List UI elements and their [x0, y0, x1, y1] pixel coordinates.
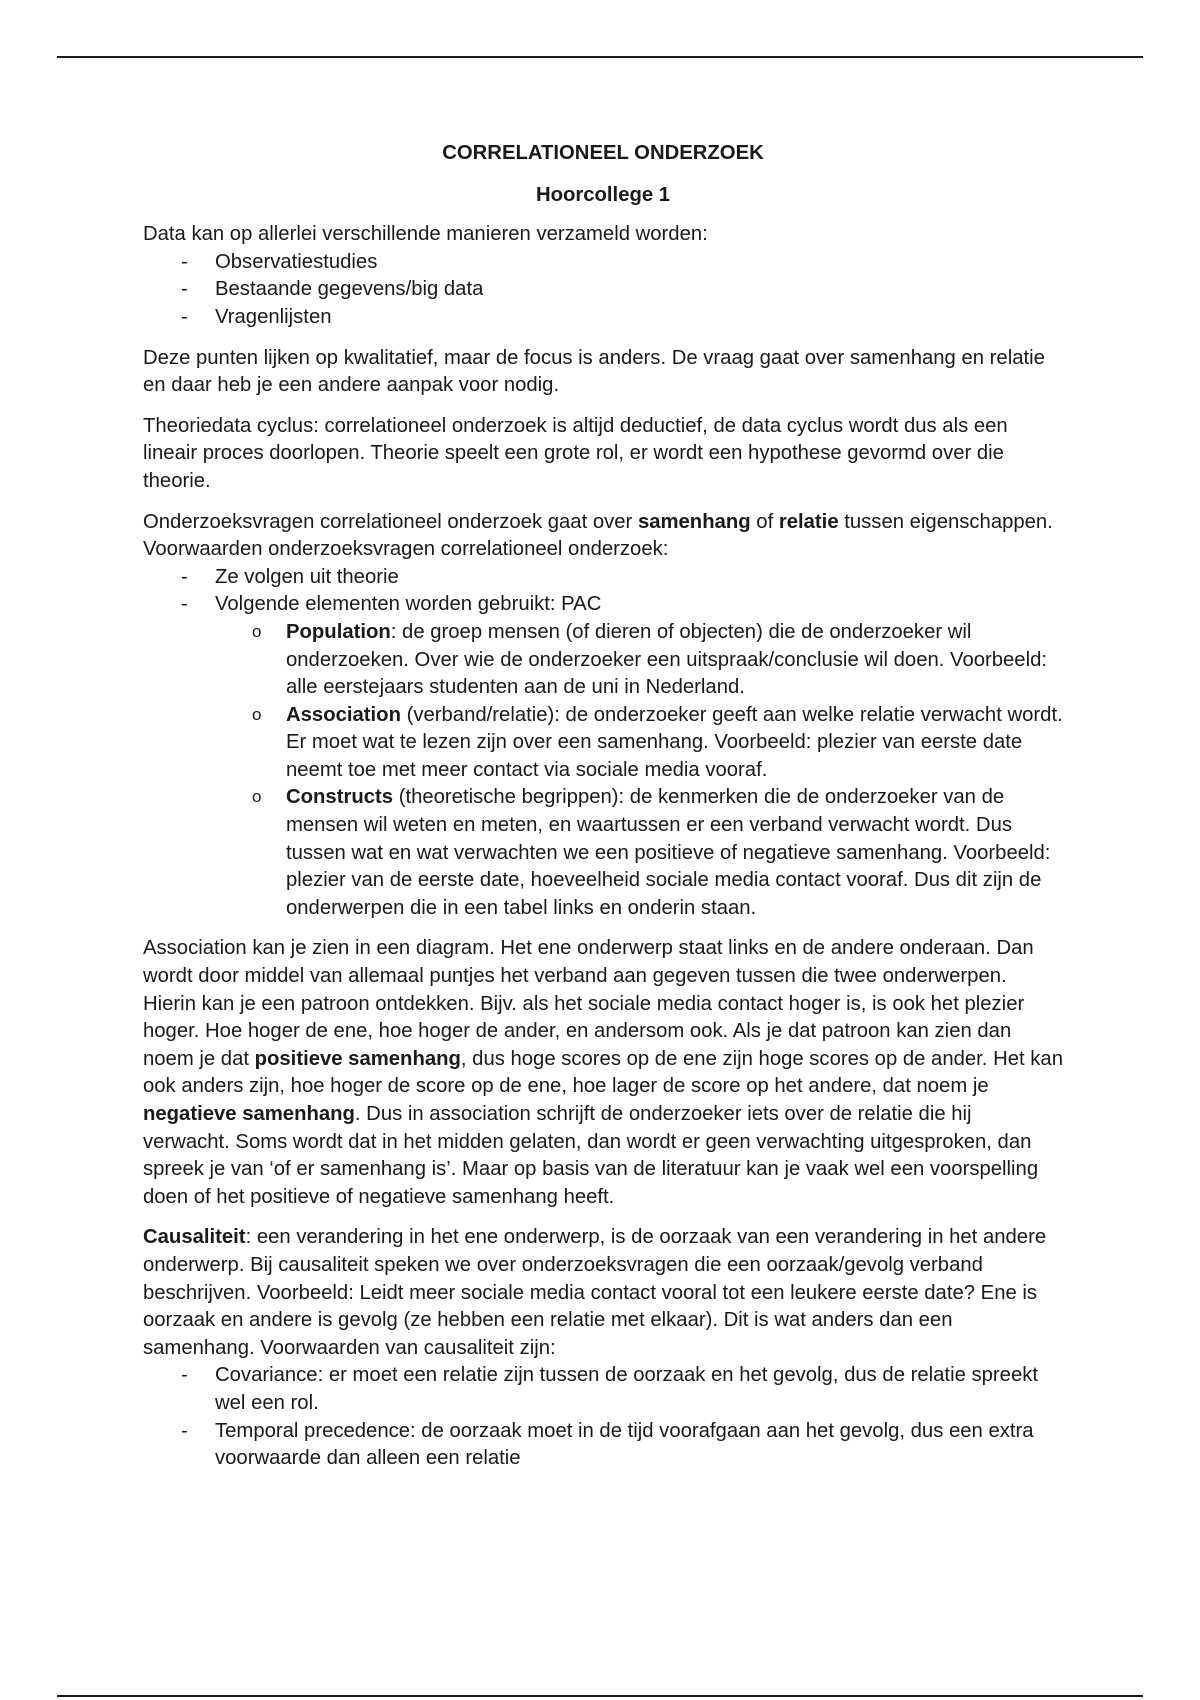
text-run: Onderzoeksvragen correlationeel onderzoek gaat over — [143, 510, 638, 533]
intro-paragraph: Data kan op allerlei verschillende manieren verzameld worden: — [143, 223, 708, 246]
list-item: - Temporal precedence: de oorzaak moet in de tijd voorafgaan aan het gevolg, dus een extra voorwaarde dan alleen een relatie — [143, 1418, 1063, 1473]
list-item: - Vragenlijsten — [143, 304, 1063, 332]
paragraph-association — [143, 935, 1063, 1211]
pac-item-constructs — [143, 784, 1063, 922]
voorwaarden-list — [143, 564, 1063, 923]
document-title: CORRELATIONEEL ONDERZOEK — [442, 142, 764, 164]
pac-description: (verband/relatie): de onderzoeker geeft aan welke relatie verwacht wordt. Er moet wat te lezen zijn over een samenhang. Voorbeeld: plezier van eerste date neemt toe met meer contact via sociale media vooraf. — [286, 703, 1063, 781]
list-item: - Bestaande gegevens/big data — [143, 276, 1063, 304]
paragraph-focus: Deze punten lijken op kwalitatief, maar de focus is anders. De vraag gaat over samenhang en relatie en daar heb je een andere aanpak voor nodig. — [143, 346, 1045, 397]
pac-item-association — [143, 702, 1063, 785]
document-subtitle: Hoorcollege 1 — [535, 183, 671, 206]
list-item — [143, 591, 1063, 922]
text-run: Association kan je zien in een diagram. Het ene onderwerp staat links en de andere onderaan. Dan wordt door middel van allemaal puntjes het verband aan gegeven tussen die twee onderwerpen. Hierin kan je een patroon ontdekken. Bijv. als het sociale media contact hoger is, is ook het plezier hoger. Hoe hoger de ene, hoe hoger de ander, en andersom ook. Als je dat patroon kan zien dan noem je dat — [143, 937, 1034, 1070]
bold-term: Causaliteit — [143, 1226, 246, 1249]
list-item: - Covariance: er moet een relatie zijn tussen de oorzaak en het gevolg, dus de relatie spreekt wel een rol. — [143, 1362, 1063, 1417]
list-item-label: Volgende elementen worden gebruikt: PAC — [215, 593, 602, 616]
bold-term: Association — [286, 703, 401, 726]
pac-description: : de groep mensen (of dieren of objecten) die de onderzoeker wil onderzoeken. Over wie de onderzoeker een uitspraak/conclusie wil doen. Voorbeeld: alle eerstejaars studenten aan de uni in Nederland. — [286, 620, 1048, 699]
text-run: , dus hoge scores op de ene zijn hoge scores op de ander. Het kan ook anders zijn, hoe hoger de score op de ene, hoe lager de score op het andere, dat noem je — [143, 1047, 1063, 1098]
pac-list — [215, 619, 1063, 923]
text-run: of — [750, 510, 779, 533]
bold-term: samenhang — [637, 510, 751, 533]
bold-term: Constructs — [286, 786, 394, 809]
causaliteit-list — [143, 1362, 1063, 1472]
data-methods-list — [143, 249, 1063, 332]
list-item: - Ze volgen uit theorie — [143, 564, 1063, 592]
bold-term: positieve samenhang — [254, 1047, 461, 1070]
text-run: tussen eigenschappen. Voorwaarden onderzoeksvragen correlationeel onderzoek: — [143, 510, 1053, 561]
paragraph-causaliteit — [143, 1224, 1063, 1362]
paragraph-onderzoeksvragen — [143, 509, 1063, 564]
bold-term: negatieve samenhang — [143, 1103, 355, 1125]
text-run: : een verandering in het ene onderwerp, is de oorzaak van een verandering in het andere onderwerp. Bij causaliteit speken we over onderzoeksvragen die een oorzaak/gevolg verband beschrijven. Voorbeeld: Leidt meer sociale media contact vooral tot een leukere eerste date? Ene is oorzaak en andere is gevolg (ze hebben een relatie met elkaar). Dit is wat anders dan een samenhang. Voorwaarden van causaliteit zijn: — [143, 1226, 1047, 1359]
bold-term: Population — [286, 620, 391, 643]
paragraph-theoriedata: Theoriedata cyclus: correlationeel onderzoek is altijd deductief, de data cyclus wordt dus als een lineair proces doorlopen. Theorie speelt een grote rol, er wordt een hypothese gevormd over die theorie. — [143, 414, 1008, 492]
text-run: . Dus in association schrijft de onderzoeker iets over de relatie die hij verwacht. Soms wordt dat in het midden gelaten, dan wordt er geen verwachting uitgesproken, dan spreek je van ‘of er samenhang is’. Maar op basis van de literatuur kan je vaak wel een voorspelling doen of het positieve of negatieve samenhang heeft. — [143, 1103, 1039, 1208]
bottom-rule — [57, 1695, 1143, 1697]
pac-item-population — [143, 619, 1063, 702]
document-page — [143, 140, 1063, 1486]
top-rule — [57, 56, 1143, 58]
bold-term: relatie — [778, 510, 839, 533]
pac-description: (theoretische begrippen): de kenmerken die de onderzoeker van de mensen wil weten en meten, en waartussen er een verband verwacht wordt. Dus tussen wat en wat verwachten we een positieve of negatieve samenhang. Voorbeeld: plezier van de eerste date, hoeveelheid sociale media contact vooraf. Dus dit zijn de onderwerpen die in een tabel links en onderin staan. — [286, 786, 1051, 919]
list-item: - Observatiestudies — [143, 249, 1063, 277]
